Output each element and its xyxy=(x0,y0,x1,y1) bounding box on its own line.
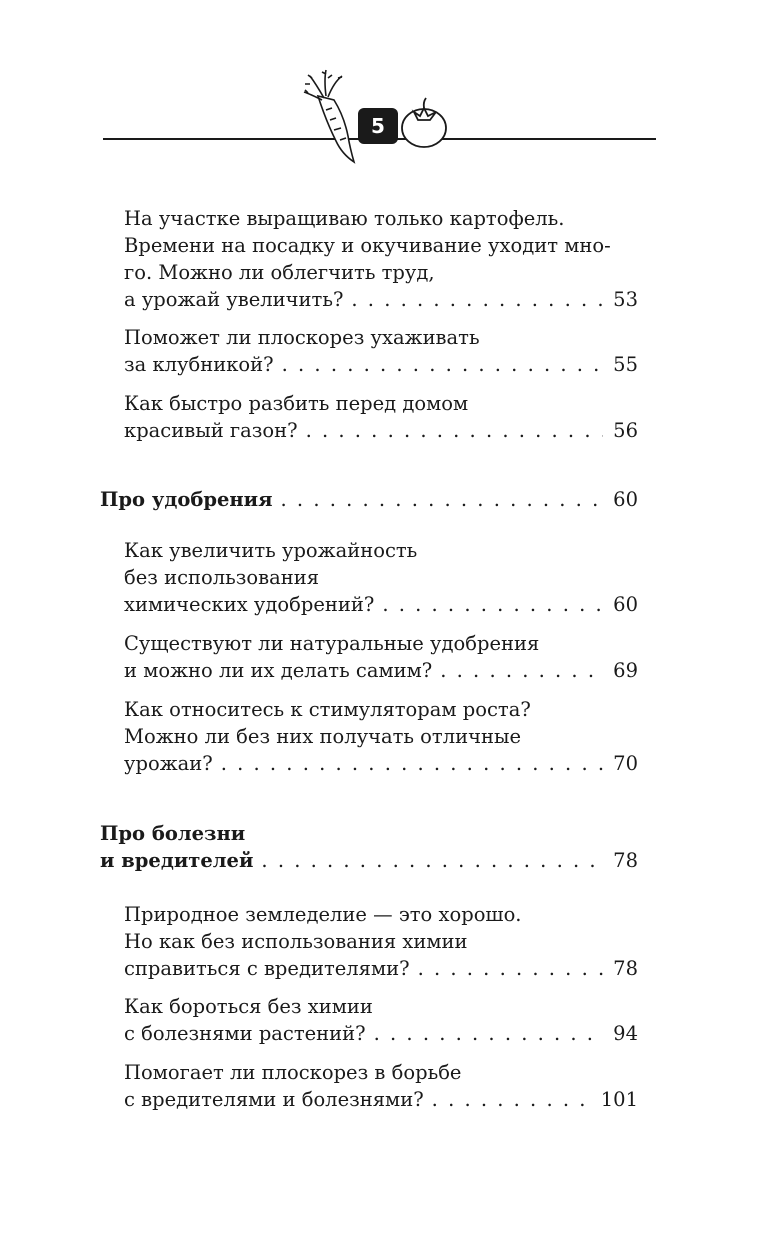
entry-label: за клубникой? xyxy=(124,353,274,376)
toc-entry-row[interactable] xyxy=(124,417,638,444)
entry-text-line: Существуют ли натуральные удобрения xyxy=(124,632,540,655)
section-title-line: Про болезни xyxy=(100,822,246,845)
dot-leader xyxy=(382,591,603,618)
page-ref: 60 xyxy=(613,488,638,511)
page-ref: 78 xyxy=(613,849,638,872)
dot-leader xyxy=(374,1020,604,1047)
page-ref: 53 xyxy=(613,288,638,311)
entry-label: красивый газон? xyxy=(124,419,298,442)
dot-leader xyxy=(418,955,604,982)
section-title: Про удобрения xyxy=(100,488,273,511)
dot-leader xyxy=(440,657,603,684)
entry-label: с болезнями растений? xyxy=(124,1022,366,1045)
toc-entry-row[interactable] xyxy=(124,351,638,378)
entry-label: справиться с вредителями? xyxy=(124,957,410,980)
page-ref: 94 xyxy=(613,1022,638,1045)
entry-text-line: Времени на посадку и окучивание уходит мно- xyxy=(124,234,611,257)
dot-leader xyxy=(261,847,603,874)
dot-leader xyxy=(351,286,603,313)
entry-label: урожаи? xyxy=(124,752,213,775)
entry-text-line: Но как без использования химии xyxy=(124,930,468,953)
entry-text-line: Как бороться без химии xyxy=(124,995,373,1018)
entry-text-line: Помогает ли плоскорез в борьбе xyxy=(124,1061,462,1084)
entry-text-line: Можно ли без них получать отличные xyxy=(124,725,522,748)
toc-entry-row[interactable] xyxy=(124,591,638,618)
entry-text-line: Как увеличить урожайность xyxy=(124,539,418,562)
page-number-badge: 5 xyxy=(358,108,398,144)
dot-leader xyxy=(306,417,604,444)
page-ref: 101 xyxy=(600,1088,638,1111)
dot-leader xyxy=(281,486,604,513)
entry-label: с вредителями и болезнями? xyxy=(124,1088,424,1111)
entry-label: химических удобрений? xyxy=(124,593,375,616)
tomato-icon xyxy=(402,98,446,147)
entry-text-line: На участке выращиваю только картофель. xyxy=(124,207,565,230)
toc-section-row[interactable] xyxy=(100,486,638,513)
page-ref: 78 xyxy=(613,957,638,980)
entry-text-line: Природное земледелие — это хорошо. xyxy=(124,903,522,926)
toc-entry-row[interactable] xyxy=(124,286,638,313)
entry-text-line: го. Можно ли облегчить труд, xyxy=(124,261,435,284)
dot-leader xyxy=(282,351,604,378)
toc-entry-row[interactable] xyxy=(124,1086,638,1113)
page-ref: 55 xyxy=(613,353,638,376)
toc-entry-row[interactable] xyxy=(124,750,638,777)
dot-leader xyxy=(432,1086,591,1113)
toc-entry-row[interactable] xyxy=(124,1020,638,1047)
toc-section-row[interactable] xyxy=(100,847,638,874)
entry-text-line: Как быстро разбить перед домом xyxy=(124,392,469,415)
toc-entry-row[interactable] xyxy=(124,657,638,684)
toc-entry-row[interactable] xyxy=(124,955,638,982)
entry-text-line: Поможет ли плоскорез ухаживать xyxy=(124,326,480,349)
page-ref: 60 xyxy=(613,593,638,616)
entry-label: а урожай увеличить? xyxy=(124,288,344,311)
dot-leader xyxy=(221,750,603,777)
entry-text-line: без использования xyxy=(124,566,320,589)
page-ref: 70 xyxy=(613,752,638,775)
entry-label: и можно ли их делать самим? xyxy=(124,659,433,682)
page-ref: 69 xyxy=(613,659,638,682)
page-ref: 56 xyxy=(613,419,638,442)
carrot-icon xyxy=(304,70,354,162)
section-title: и вредителей xyxy=(100,849,254,872)
entry-text-line: Как относитесь к стимуляторам роста? xyxy=(124,698,531,721)
